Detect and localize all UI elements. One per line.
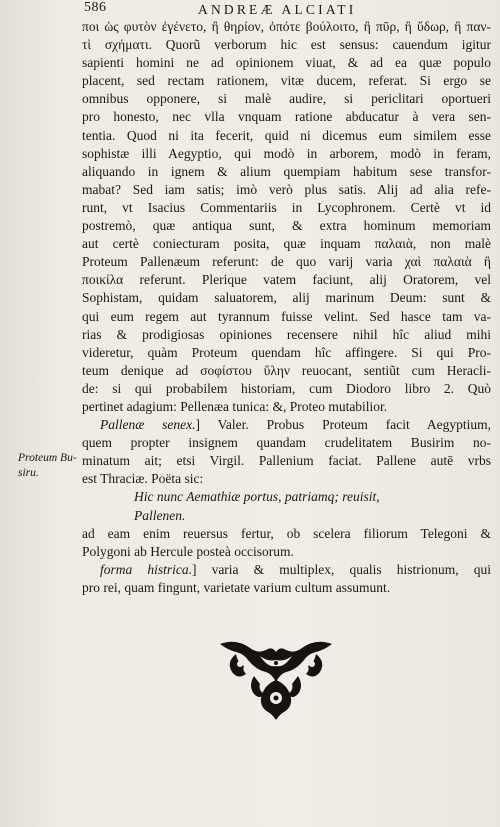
- text-line: sophistæ illi Aegyptio, qui modò in arborem, modò in feram,: [82, 145, 491, 161]
- text-line: Proteum Pallenæum referunt: de quo varij varia χαὶ παλαιὰ ἢ: [82, 254, 491, 270]
- text-line: pertinet adagium: Pellenæa tunica: &, Proteo mutabilior.: [82, 398, 388, 414]
- page-number: 586: [84, 0, 107, 15]
- text-line: ad eam enim reuersus fertur, ob scelera filiorum Telegoni &: [82, 525, 491, 541]
- text-line: sapienti homini ne ad opinionem viuat, & ad ea quæ populo: [82, 55, 491, 71]
- lemma-text: ] Valer. Probus Proteum facit Aegyptium,: [195, 417, 491, 433]
- fleuron-ornament-icon: [216, 640, 336, 722]
- verse-line: Pallenen.: [134, 507, 186, 523]
- margin-note-line: siru.: [18, 467, 39, 479]
- text-line: pro honesto, nec vlla vnquam ratione abducatur à vera sen-: [82, 109, 491, 125]
- text-line: τὶ σχήματι. Quorũ verborum hic est sensus: cauendum igitur: [82, 37, 491, 53]
- text-line: pro rei, quam fingunt, varietate varium cultum assumunt.: [82, 579, 391, 595]
- text-line: aut certè coniecturam posita, quæ inquam παλαιὰ, non malè: [82, 236, 491, 252]
- text-line: teum denique ad σοφίστου ὕλην reuocant, sentiũt cum Heracli-: [82, 362, 491, 378]
- text-line: placent, sed rectam rationem, vitæ ducem, referat. Si ergo se: [82, 73, 491, 89]
- text-line: postremò, quæ antiqua sunt, & extra hominum memoriam: [82, 218, 491, 234]
- text-line: est Thraciæ. Poëta sic:: [82, 471, 204, 487]
- text-line: videretur, quàm Proteum quendam hîc affingere. Si qui Pro-: [82, 344, 491, 360]
- text-line: Sophistam, quidam saluatorem, alij marinum Deum: sunt &: [82, 290, 491, 306]
- lemma-line: [82, 561, 491, 579]
- text-line: rias & prodigiosas opiniones recensere nihil hîc aliud mihi: [82, 326, 491, 342]
- text-line: Polygoni ab Hercule posteà occisorum.: [82, 543, 294, 559]
- margin-note-line: Proteum Bu-: [18, 452, 77, 464]
- main-text: [82, 18, 491, 597]
- text-line: runt, vt Isacius Commentariis in Lycophronem. Certè vt id: [82, 199, 491, 215]
- text-line: tentia. Quod ni ita fecerit, quid ni dicemus eum similem esse: [82, 127, 491, 143]
- verse-line: Hic nunc Aemathiæ portus, patriamq; reuisit,: [134, 489, 380, 505]
- text-line: ποι ὡς φυτὸν ἐγένετο, ἢ θηρίον, ὁπότε βούλοιτο, ἢ πῦρ, ἢ ὕδωρ, ἢ παν-: [82, 19, 491, 34]
- running-head: ANDREÆ ALCIATI: [198, 2, 357, 17]
- text-line: omnibus opponere, si malè audire, si periclitari oportueri: [82, 91, 491, 107]
- text-line: aliquando in ignem & alium quempiam habitum sese transfor-: [82, 163, 491, 179]
- text-line: quem propter insignem quandam crudelitatem Busirim no-: [82, 435, 491, 451]
- text-line: ποικίλα referunt. Plerique vatem faciunt, alij Oratorem, vel: [82, 272, 491, 288]
- lemma-label: forma histrica.: [100, 561, 192, 577]
- lemma-line: [82, 416, 491, 434]
- text-line: de: si qui probabilem historiam, cum Diodoro libro 2. Quò: [82, 380, 491, 396]
- text-line: qui eum regem aut tyrannum fuisse velint. Sed hasce tam va-: [82, 308, 491, 324]
- lemma-label: Pallenæ senex.: [100, 417, 196, 433]
- text-line: mabat? Sed iam satis; imò verò plus satis. Alij ad alia refe-: [82, 181, 491, 197]
- text-line: minatum ait; etsi Virgil. Pallenium faciat. Pallene autē vrbs: [82, 453, 491, 469]
- margin-note: [18, 451, 80, 481]
- lemma-text: ] varia & multiplex, qualis histrionum, qui: [191, 561, 491, 577]
